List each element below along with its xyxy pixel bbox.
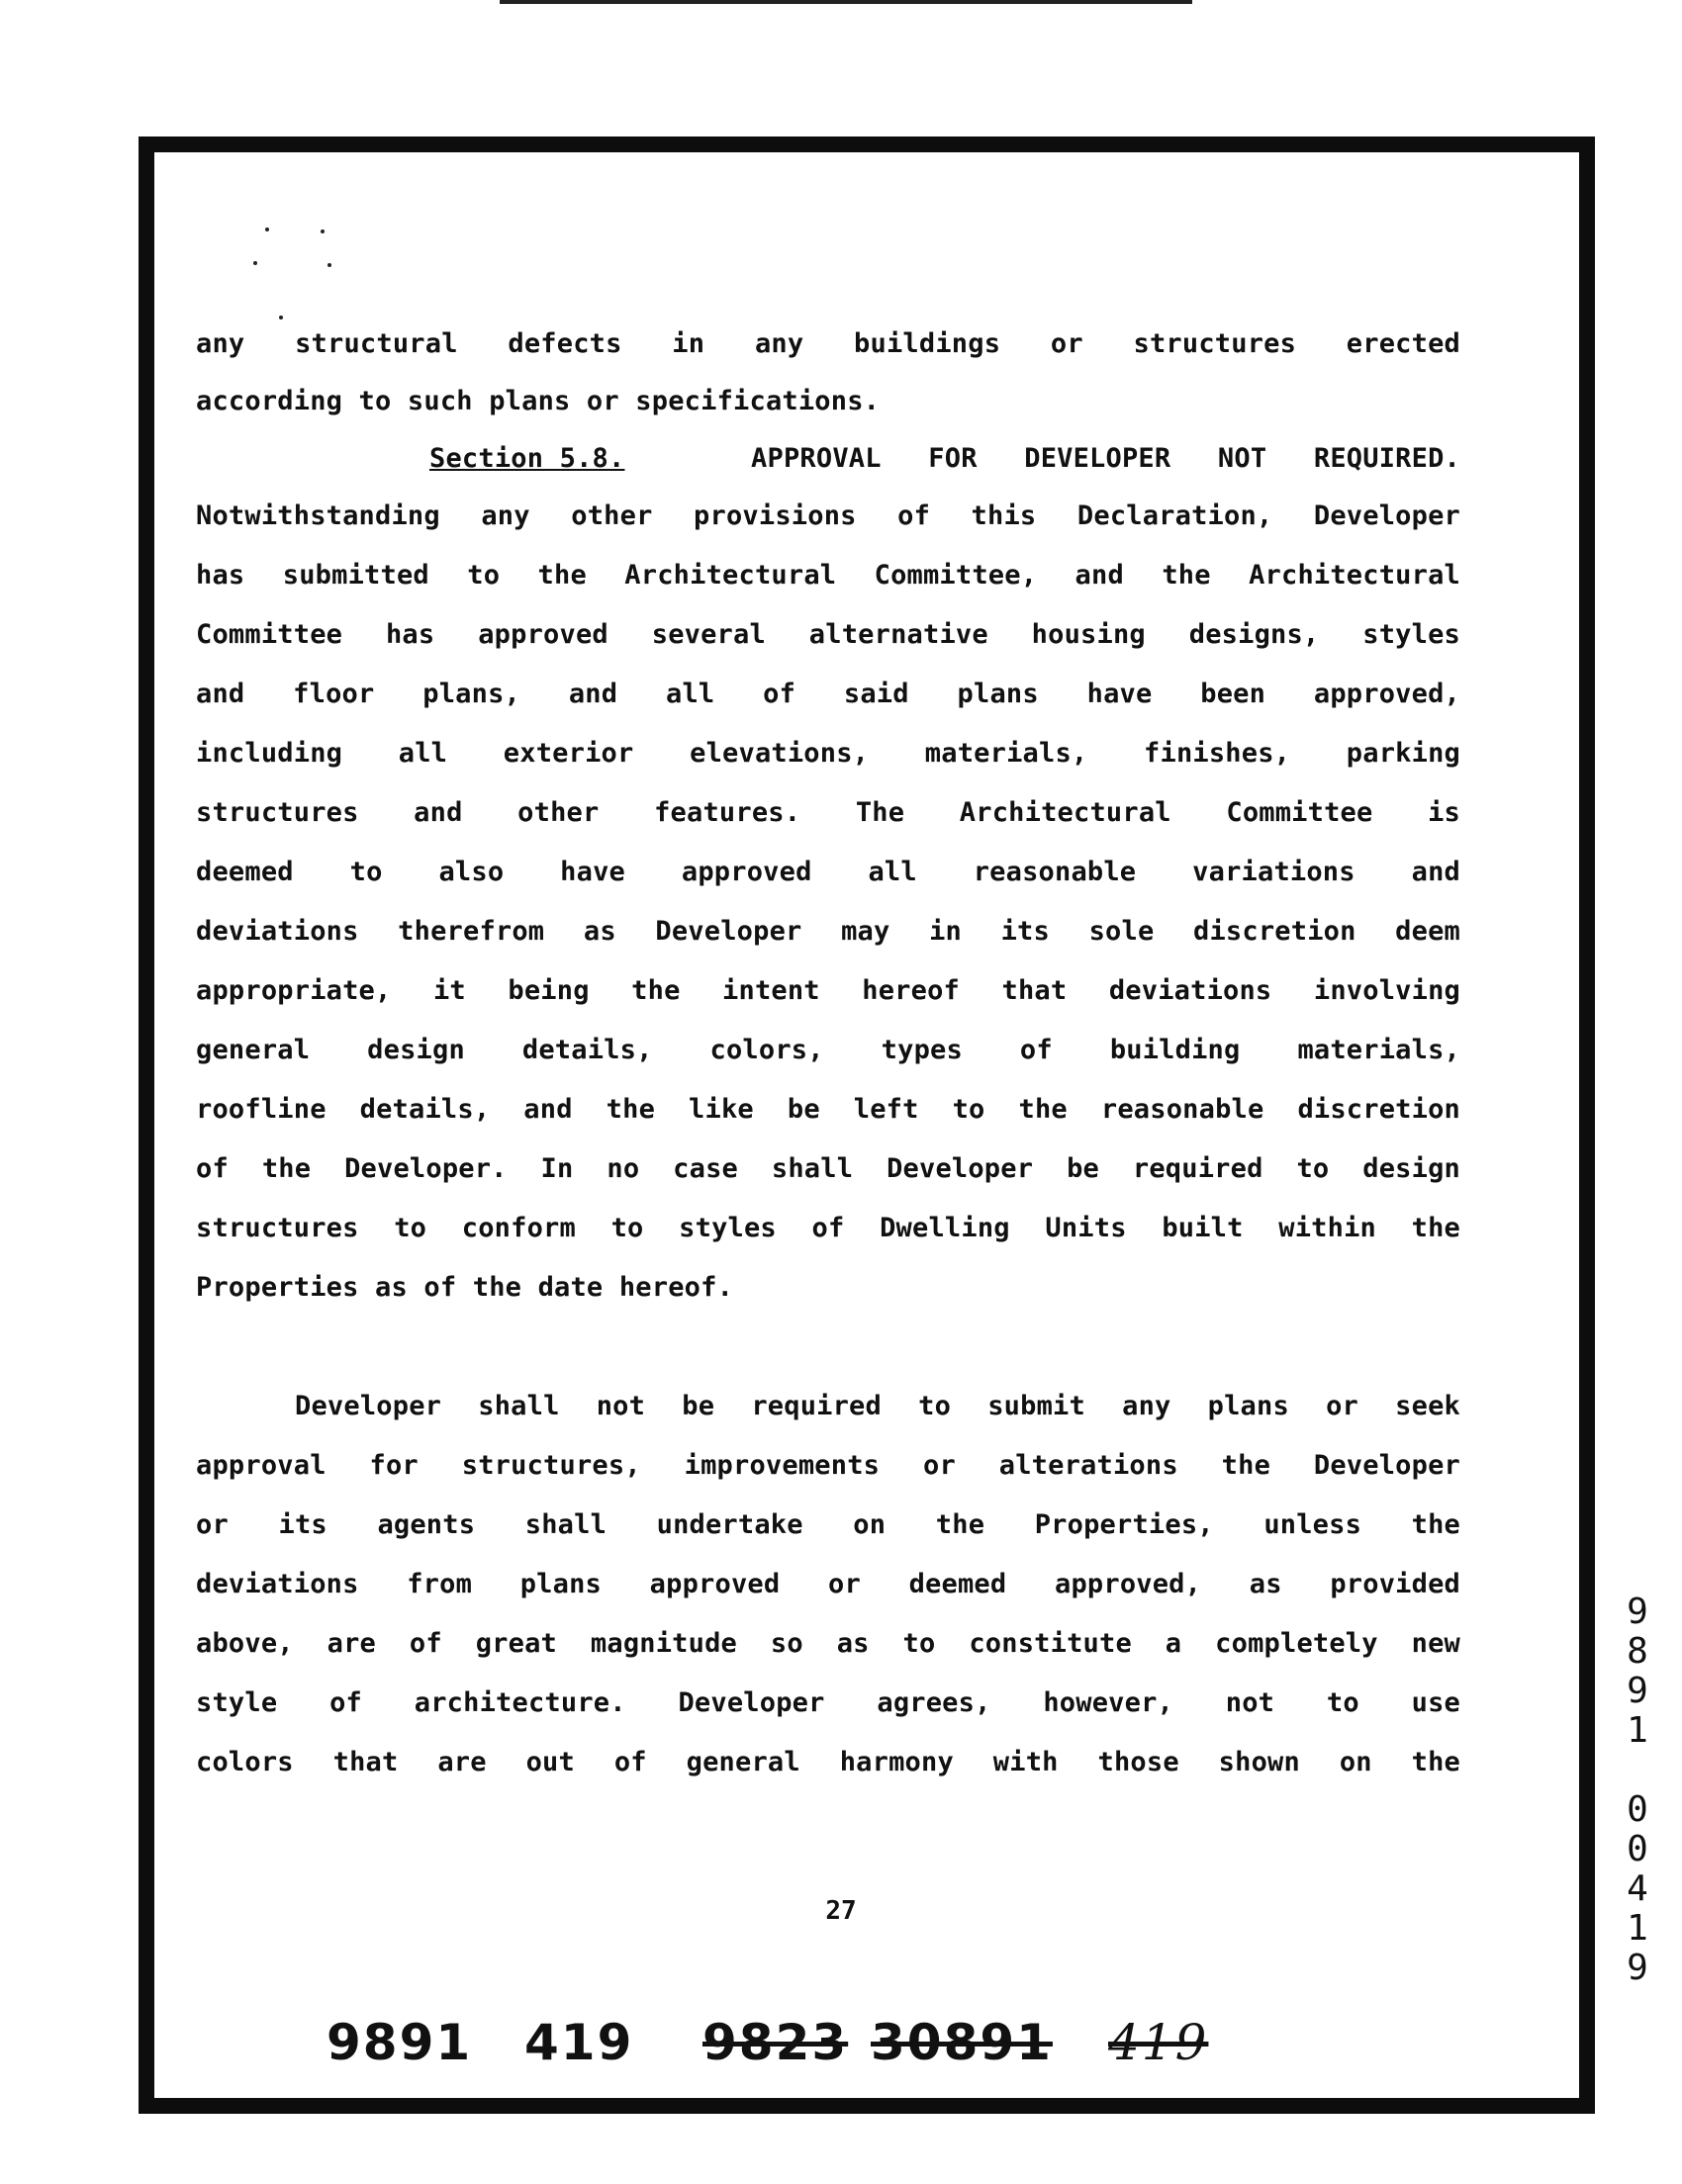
overwritten-stamp: 30891 (871, 2014, 1053, 2071)
scan-speck (253, 261, 257, 265)
body-line: general design details, colors, types of building materials, (196, 1035, 1460, 1065)
body-line: deemed to also have approved all reasonable variations and (196, 857, 1460, 887)
body-line: Developer shall not be required to submit any plans or seek (295, 1391, 1460, 1421)
handwritten-page-stamp: 419 (1108, 2014, 1209, 2071)
body-line: deviations from plans approved or deemed approved, as provided (196, 1569, 1460, 1599)
body-line: and floor plans, and all of said plans have been approved, (196, 679, 1460, 709)
body-line: approval for structures, improvements or alterations the Developer (196, 1450, 1460, 1481)
body-line: structures to conform to styles of Dwelling Units built within the (196, 1213, 1460, 1243)
side-stamp-digit: 1 (1627, 1710, 1648, 1751)
scan-speck (279, 316, 283, 319)
body-line: roofline details, and the like be left to the reasonable discretion (196, 1094, 1460, 1125)
section-heading (196, 442, 1460, 476)
body-line: of the Developer. In no case shall Developer be required to design (196, 1153, 1460, 1184)
section-heading-word: APPROVAL (751, 443, 882, 474)
body-line: Committee has approved several alternative housing designs, styles (196, 619, 1460, 650)
section-heading-word: FOR (928, 443, 978, 474)
side-recording-stamp (1615, 1592, 1660, 1988)
section-heading-word: REQUIRED. (1313, 443, 1460, 474)
body-line: including all exterior elevations, materials, finishes, parking (196, 738, 1460, 769)
body-line: above, are of great magnitude so as to constitute a completely new (196, 1628, 1460, 1659)
body-line: or its agents shall undertake on the Properties, unless the (196, 1509, 1460, 1540)
side-stamp-digit: 8 (1627, 1631, 1648, 1672)
side-stamp-digit: 1 (1627, 1908, 1648, 1949)
body-line: has submitted to the Architectural Committee, and the Architectural (196, 560, 1460, 591)
side-stamp-digit: 9 (1627, 1671, 1648, 1711)
side-stamp-digit: 0 (1627, 1829, 1648, 1869)
body-line: according to such plans or specifications. (196, 386, 881, 416)
body-line: Notwithstanding any other provisions of this Declaration, Developer (196, 500, 1460, 531)
body-line: colors that are out of general harmony with those shown on the (196, 1747, 1460, 1777)
top-edge-rule (500, 0, 1192, 4)
overwritten-stamp: 9823 (702, 2014, 849, 2071)
side-stamp-digit: 9 (1627, 1948, 1648, 1988)
section-heading-word: NOT (1217, 443, 1267, 474)
page-number-stamp: 419 (524, 2014, 634, 2071)
side-stamp-digit: 9 (1627, 1592, 1648, 1632)
side-stamp-digit: 0 (1627, 1789, 1648, 1830)
book-number-stamp: 9891 (327, 2014, 473, 2071)
body-line: any structural defects in any buildings or structures erected (196, 328, 1460, 359)
body-line: style of architecture. Developer agrees, however, not to use (196, 1687, 1460, 1718)
body-line: structures and other features. The Architectural Committee is (196, 797, 1460, 828)
section-number: Section 5.8. (429, 443, 625, 474)
scan-speck (327, 263, 331, 267)
side-stamp-digit: 4 (1627, 1868, 1648, 1909)
body-line: deviations therefrom as Developer may in its sole discretion deem (196, 916, 1460, 947)
section-heading-word: DEVELOPER (1024, 443, 1171, 474)
body-line: appropriate, it being the intent hereof that deviations involving (196, 975, 1460, 1006)
scan-speck (265, 228, 269, 231)
scan-speck (321, 229, 325, 233)
body-line: Properties as of the date hereof. (196, 1272, 734, 1303)
side-stamp-digit (1615, 1751, 1660, 1790)
page-number: 27 (825, 1896, 857, 1926)
